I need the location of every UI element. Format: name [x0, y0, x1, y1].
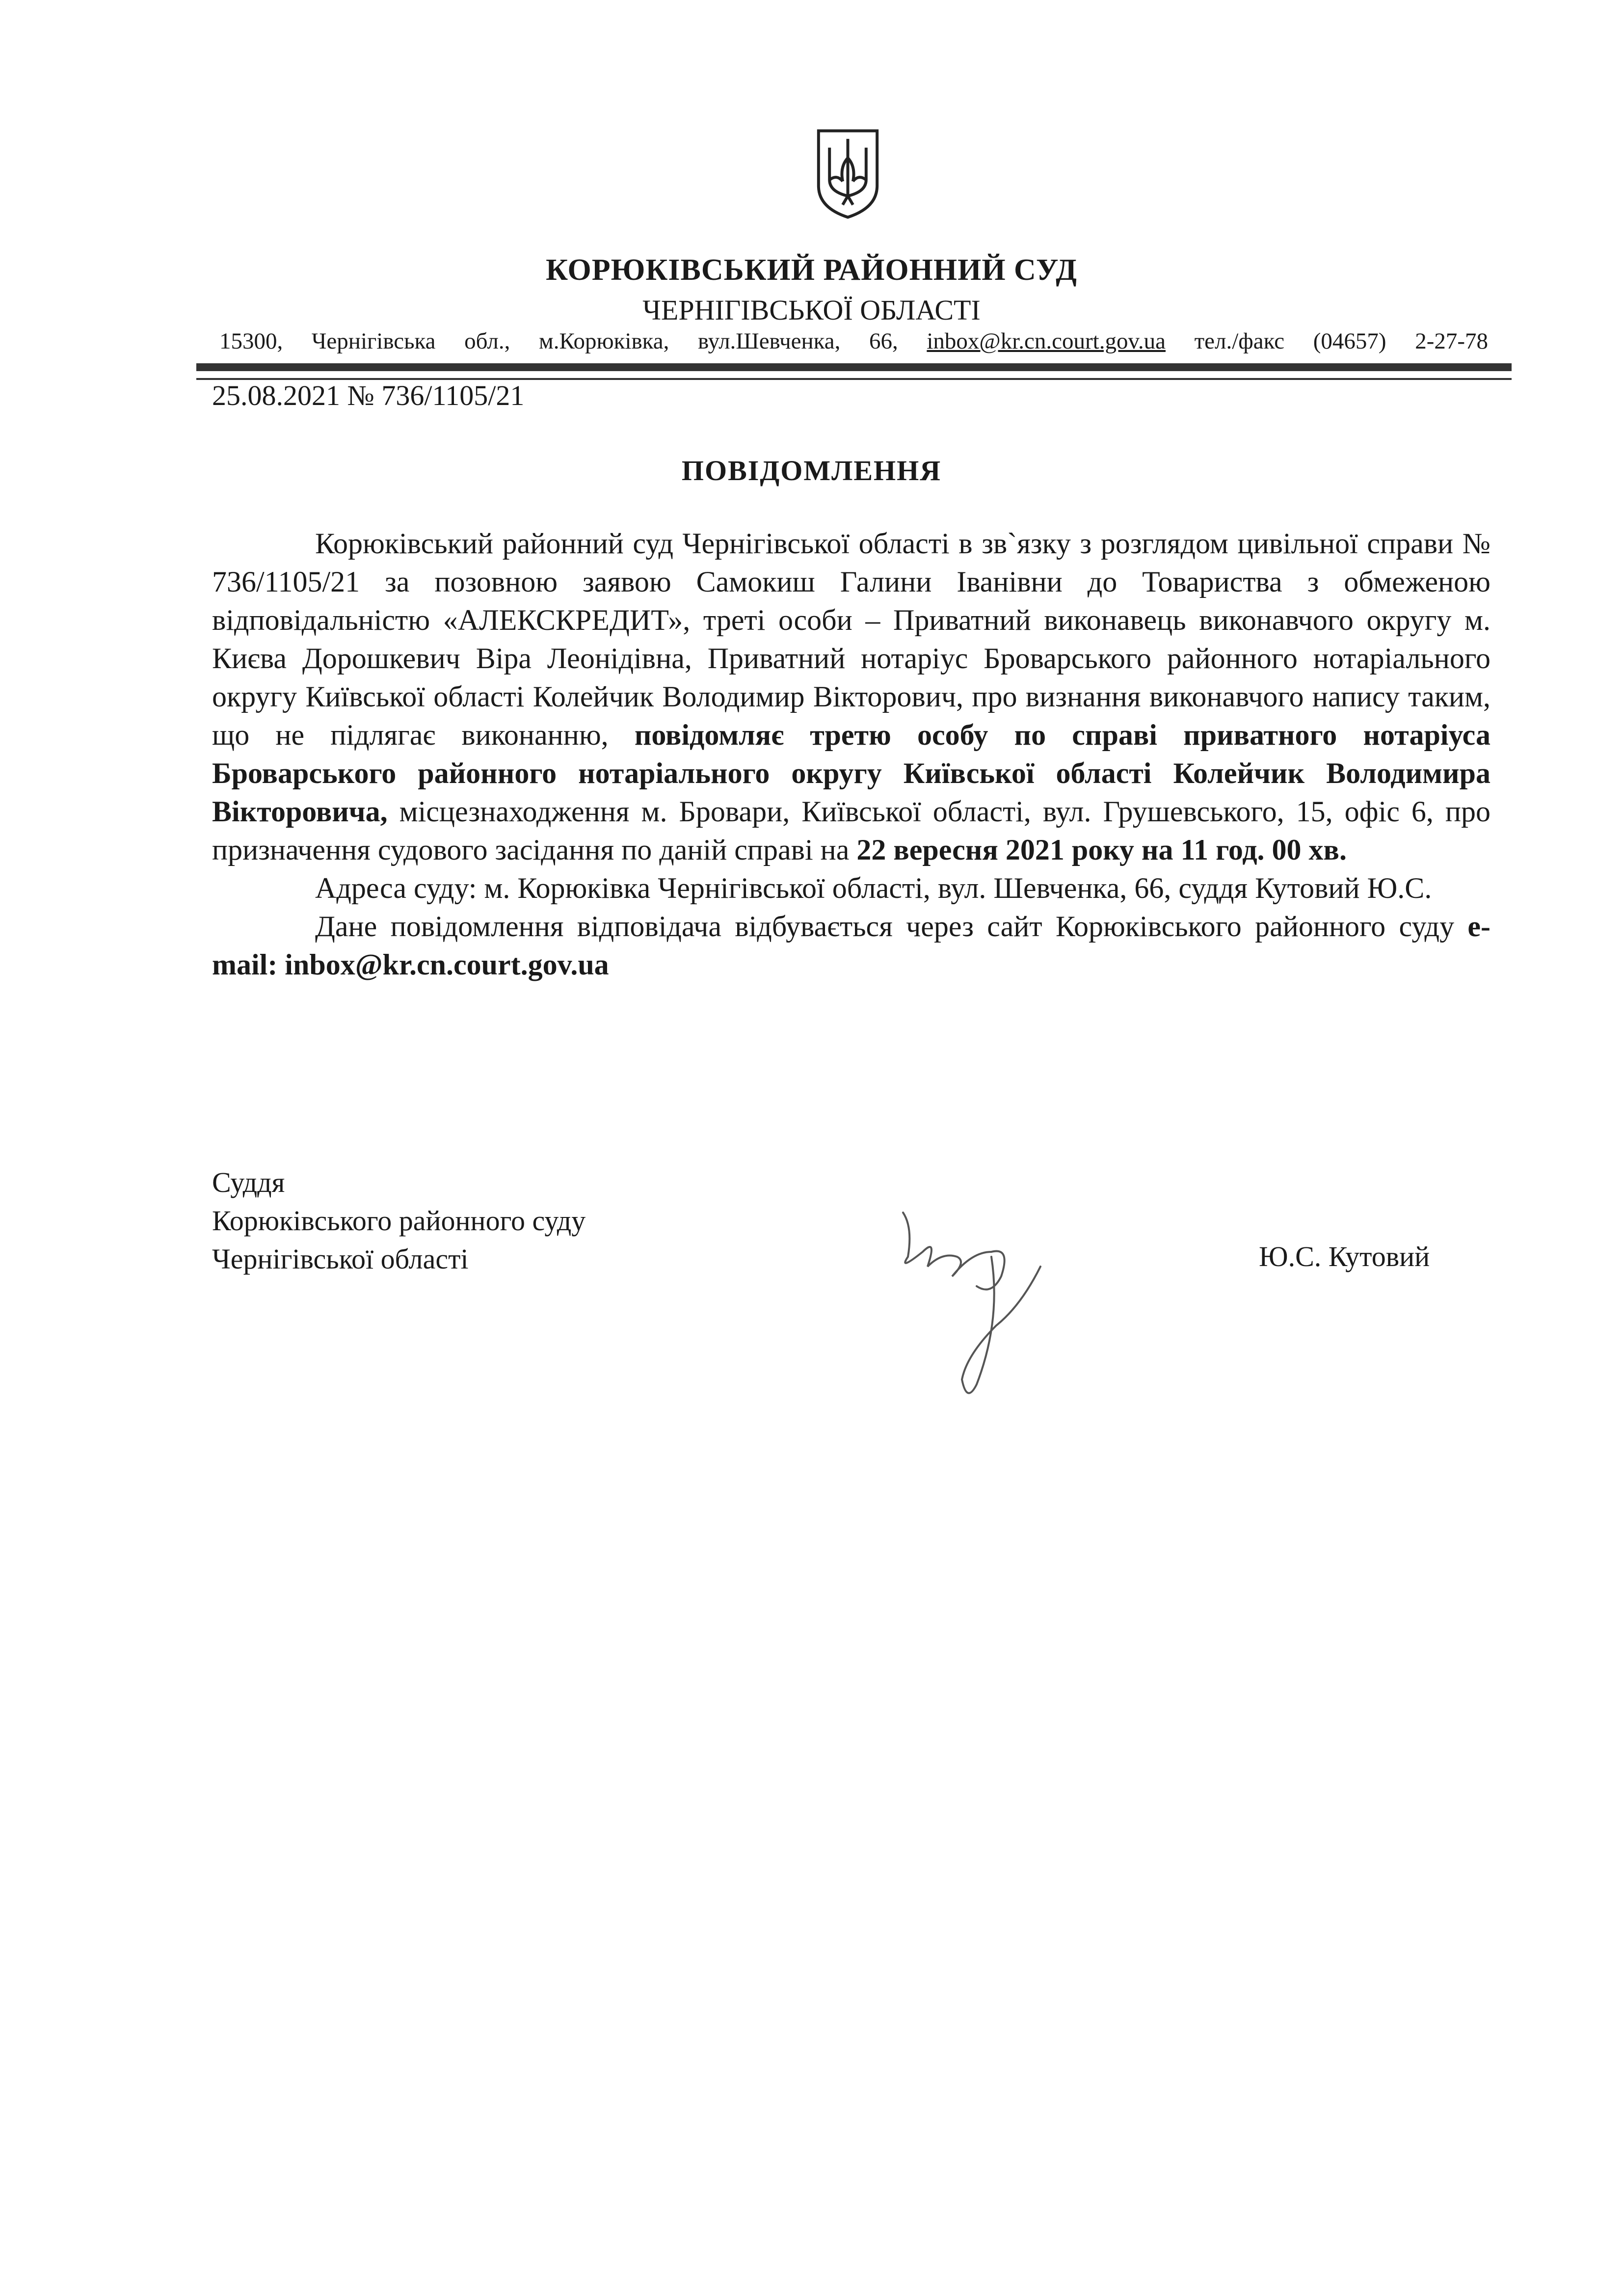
handwritten-signature — [893, 1198, 1060, 1404]
hearing-datetime: 22 вересня 2021 року на 11 год. 00 хв. — [856, 834, 1347, 866]
contact-address: 15300, Чернігівська обл., м.Корюківка, вул.Шевченка, 66, — [219, 328, 927, 354]
website-text: Дане повідомлення відповідача відбувається через сайт Корюківського районного суду — [315, 910, 1468, 943]
signatory-name: Ю.С. Кутовий — [1259, 1241, 1430, 1272]
court-name: КОРЮКІВСЬКИЙ РАЙОННИЙ СУД — [546, 253, 1077, 287]
court-contact-line — [219, 328, 1488, 354]
paragraph-court-address: Адреса суду: м. Корюківка Чернігівської області, вул. Шевченка, 66, суддя Кутовий Ю.С. — [315, 872, 1432, 904]
signatory-title — [212, 1163, 585, 1278]
signatory-region: Чернігівської області — [212, 1243, 469, 1275]
paragraph-notice — [212, 524, 1490, 869]
paragraph-website — [212, 907, 1490, 984]
contact-phone: тел./факс (04657) 2-27-78 — [1166, 328, 1489, 354]
signatory-role: Суддя — [212, 1166, 285, 1198]
document-title: ПОВІДОМЛЕННЯ — [681, 455, 942, 486]
signatory-court: Корюківського районного суду — [212, 1205, 586, 1237]
header-rule-thick — [196, 363, 1512, 371]
notice-recipient: повідомляє третю особу по справі приватного нотаріуса Броварського районного нотаріального округу Київської області Колейчик Володимира Вікторовича, — [212, 719, 1490, 828]
court-region: ЧЕРНІГІВСЬКОЇ ОБЛАСТІ — [642, 294, 981, 326]
document-body — [212, 524, 1490, 984]
notice-location: місцезнаходження м. Бровари, Київської області, вул. Грушевського, 15, офіс 6, про призначення судового засідання по даній справі на — [212, 795, 1490, 866]
document-reference: 25.08.2021 № 736/1105/21 — [212, 379, 525, 411]
coat-of-arms-icon — [815, 129, 881, 219]
court-email: e-mail: inbox@kr.cn.court.gov.ua — [212, 910, 1490, 981]
contact-email-link[interactable]: inbox@kr.cn.court.gov.ua — [927, 328, 1166, 354]
notice-text: Корюківський районний суд Чернігівської області в зв`язку з розглядом цивільної справи № 736/1105/21 за позовною заявою Самокиш Галини Іванівни до Товариства з обмеженою відповідальністю «АЛЕКСКРЕДИТ», треті особи – Приватний виконавець виконавчого округу м. Києва Дорошкевич Віра Леонідівна, Приватний нотаріус Броварського районного нотаріального округу Київської області Колейчик Володимир Вікторович, про визнання виконавчого напису таким, що не підлягає виконанню, — [212, 527, 1490, 751]
